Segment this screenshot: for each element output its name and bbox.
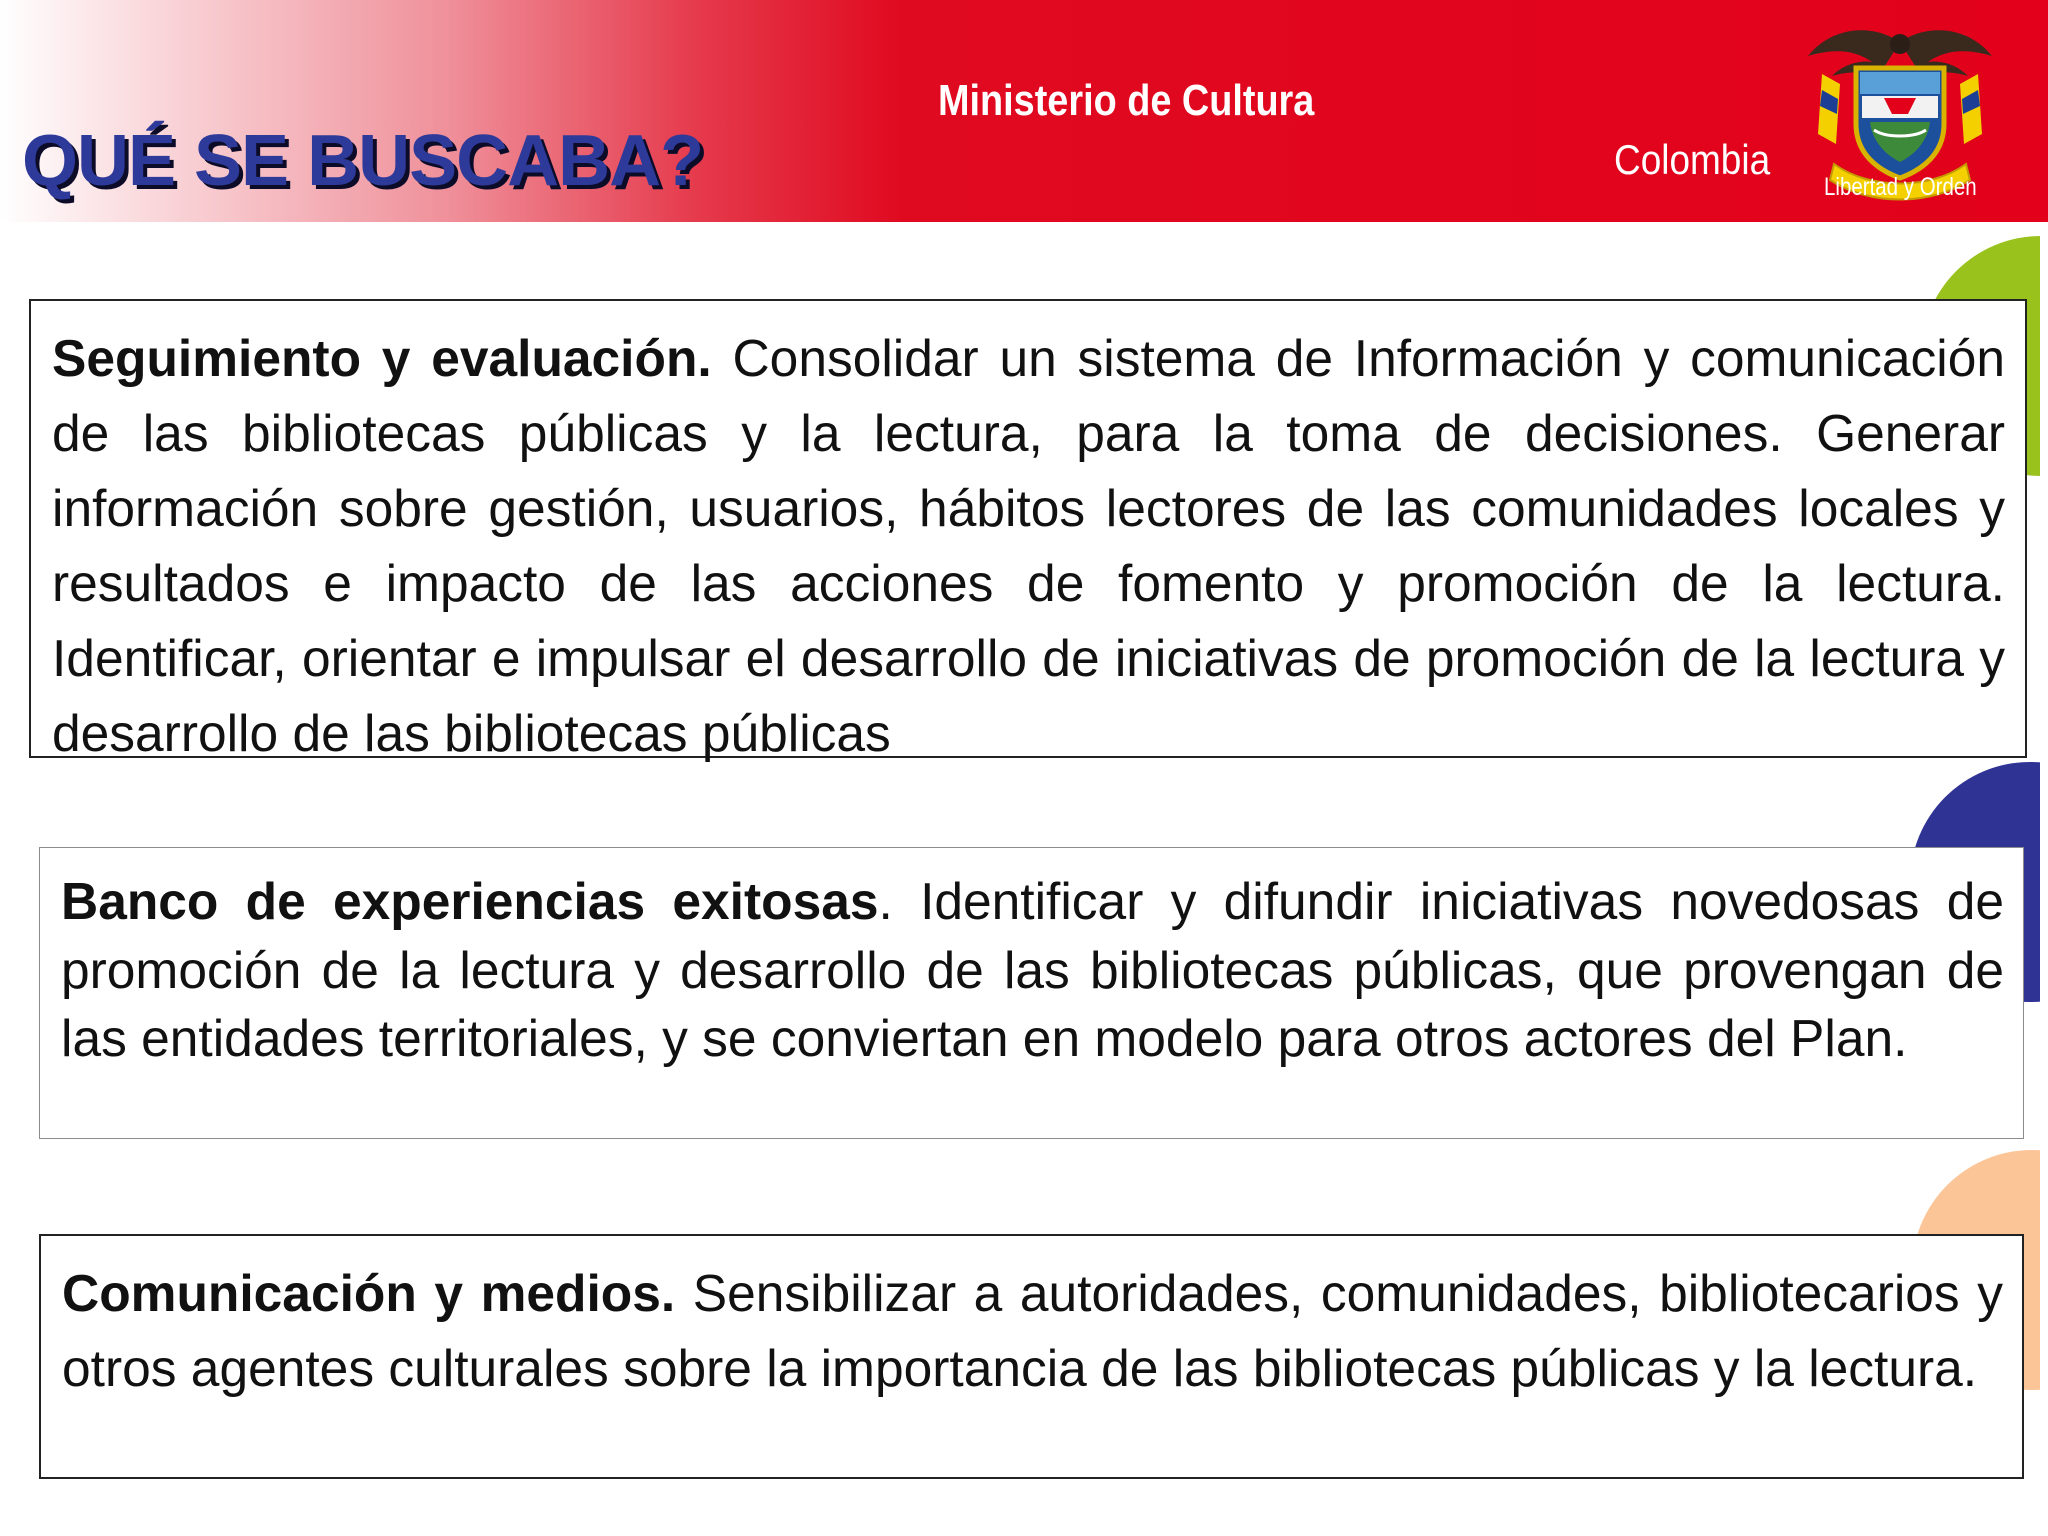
section-monitoring-evaluation — [29, 299, 2027, 762]
section-success-stories-bank — [39, 847, 2024, 1139]
right-margin — [2040, 222, 2048, 1536]
section-communication-media — [39, 1234, 2024, 1479]
section-body: . Identificar y difundir iniciativas novedosas de promoción de la lectura y desarrollo de las bibliotecas públicas, que provengan de las entidades territoriales, y se conviertan en modelo para otros actores del Plan. — [61, 872, 2004, 1067]
country-name: Colombia — [1614, 136, 1771, 183]
section-body: Sensibilizar a autoridades, comunidades, bibliotecarios y otros agentes culturales sobre la importancia de las bibliotecas públicas y la lectura. — [62, 1264, 2003, 1397]
section-heading: Comunicación y medios. — [62, 1264, 676, 1322]
ministry-name: Ministerio de Cultura — [938, 76, 1315, 125]
section-heading: Seguimiento y evaluación. — [52, 329, 712, 387]
section-heading: Banco de experiencias exitosas — [61, 872, 879, 930]
page-title: QUÉ SE BUSCABA? — [22, 121, 704, 201]
motto-text: Libertad y Orden — [1824, 173, 1977, 201]
section-body: Consolidar un sistema de Información y comunicación de las bibliotecas públicas y la lectura, para la toma de decisiones. Generar información sobre gestión, usuarios, hábitos lectores de las comunidades locales y resultados e impacto de las acciones de fomento y promoción de la lectura. Identificar, orientar e impulsar el desarrollo de iniciativas de promoción de la lectura y desarrollo de las bibliotecas públicas — [52, 329, 2005, 762]
